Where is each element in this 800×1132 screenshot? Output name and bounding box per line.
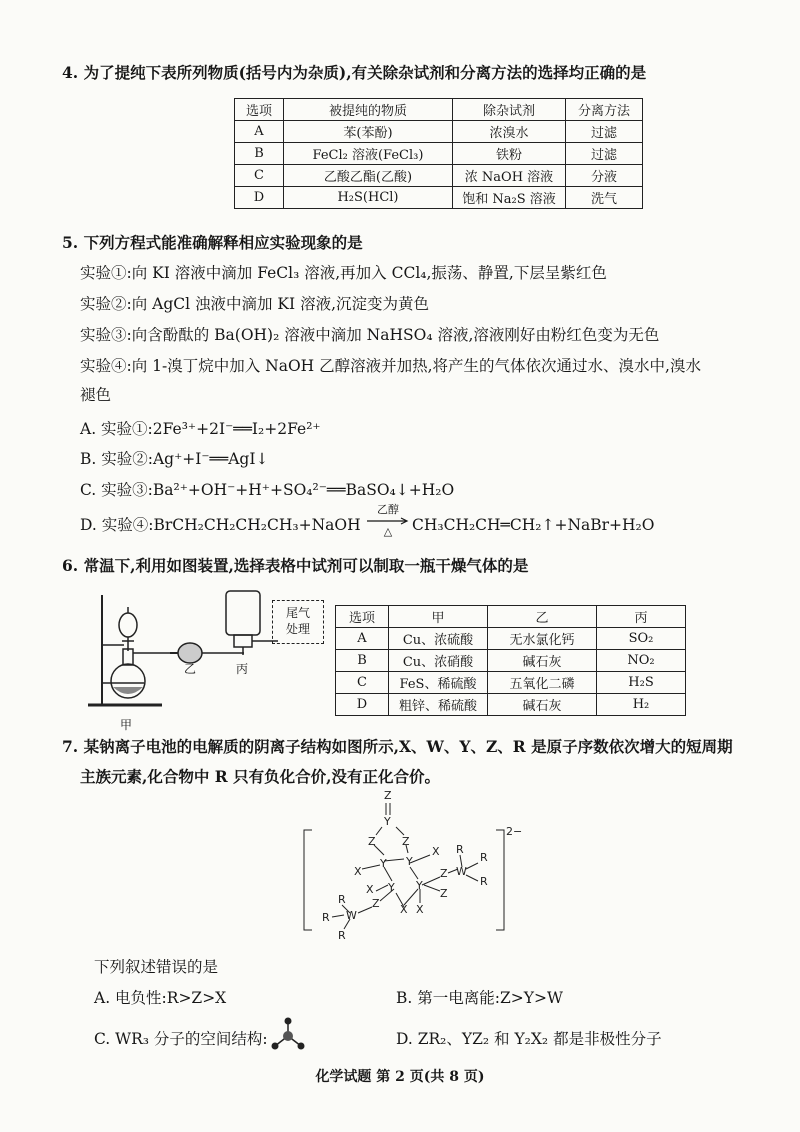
table-header-cell: 被提纯的物质 <box>284 99 453 121</box>
table-cell: A <box>336 628 389 650</box>
table-row <box>235 143 643 165</box>
table-row <box>336 694 686 716</box>
table-cell: NO₂ <box>597 650 686 672</box>
table-cell: 过滤 <box>566 121 643 143</box>
q6-table <box>335 605 686 716</box>
apparatus-label-yi: 乙 <box>184 662 197 676</box>
table-header-cell: 分离方法 <box>566 99 643 121</box>
table-row <box>336 650 686 672</box>
q5-option-a: A. 实验①:2Fe³⁺+2I⁻══I₂+2Fe²⁺ <box>80 420 321 438</box>
table-cell: 浓 NaOH 溶液 <box>453 165 566 187</box>
page-footer: 化学试题 第 2 页(共 8 页) <box>315 1069 485 1085</box>
table-cell: 苯(苯酚) <box>284 121 453 143</box>
table-cell: H₂S(HCl) <box>284 187 453 209</box>
q5-option-d-right: CH₃CH₂CH═CH₂↑+NaBr+H₂O <box>412 516 655 534</box>
atom-label: Z <box>368 835 376 848</box>
reaction-condition-bottom: △ <box>383 525 393 538</box>
table-cell: 过滤 <box>566 143 643 165</box>
apparatus-label-bing: 丙 <box>236 662 249 676</box>
table-cell: C <box>336 672 389 694</box>
q5-option-c: C. 实验③:Ba²⁺+OH⁻+H⁺+SO₄²⁻══BaSO₄↓+H₂O <box>80 481 455 499</box>
table-cell: B <box>336 650 389 672</box>
table-cell: 无水氯化钙 <box>488 628 597 650</box>
table-cell: 饱和 Na₂S 溶液 <box>453 187 566 209</box>
atom-label: R <box>338 893 346 906</box>
q5-experiment-3: 实验③:向含酚酞的 Ba(OH)₂ 溶液中滴加 NaHSO₄ 溶液,溶液刚好由粉红色变为无色 <box>80 326 660 344</box>
table-cell: 洗气 <box>566 187 643 209</box>
atom-label: Z <box>384 789 392 802</box>
q6-stem: 6. 常温下,利用如图装置,选择表格中试剂可以制取一瓶干燥气体的是 <box>62 556 529 575</box>
table-cell: 浓溴水 <box>453 121 566 143</box>
atom-label: R <box>480 851 488 864</box>
atom-label: Y <box>416 879 423 892</box>
q5-experiment-4: 实验④:向 1-溴丁烷中加入 NaOH 乙醇溶液并加热,将产生的气体依次通过水、溴水中,溴水 <box>80 357 701 375</box>
q4-table <box>234 98 643 209</box>
q7-option-d: D. ZR₂、YZ₂ 和 Y₂X₂ 都是非极性分子 <box>396 1030 662 1048</box>
table-header-cell: 甲 <box>389 606 488 628</box>
table-cell: 五氧化二磷 <box>488 672 597 694</box>
trigonal-planar-molecule-icon <box>268 1016 308 1056</box>
atom-label: Z <box>372 897 380 910</box>
table-header-cell: 丙 <box>597 606 686 628</box>
anion-charge: 2− <box>506 825 523 838</box>
q5-experiment-4-cont: 褪色 <box>80 386 112 404</box>
q5-option-b: B. 实验②:Ag⁺+I⁻══AgI↓ <box>80 450 269 468</box>
table-header-row <box>235 99 643 121</box>
table-cell: FeCl₂ 溶液(FeCl₃) <box>284 143 453 165</box>
atom-label: Y <box>380 857 387 870</box>
table-cell: 分液 <box>566 165 643 187</box>
table-cell: 铁粉 <box>453 143 566 165</box>
q7-stem-line-2: 主族元素,化合物中 R 只有负化合价,没有正化合价。 <box>80 767 440 786</box>
table-cell: Cu、浓硫酸 <box>389 628 488 650</box>
q5-experiment-2: 实验②:向 AgCl 浊液中滴加 KI 溶液,沉淀变为黄色 <box>80 295 429 313</box>
table-row <box>235 187 643 209</box>
table-cell: Cu、浓硝酸 <box>389 650 488 672</box>
table-cell: A <box>235 121 284 143</box>
atom-label: Y <box>388 881 395 894</box>
atom-label: X <box>354 865 362 878</box>
q4-stem: 4. 为了提纯下表所列物质(括号内为杂质),有关除杂试剂和分离方法的选择均正确的是 <box>62 63 647 82</box>
atom-label: Z <box>402 835 410 848</box>
table-cell: H₂ <box>597 694 686 716</box>
reaction-condition-top: 乙醇 <box>377 503 399 516</box>
table-header-cell: 选项 <box>336 606 389 628</box>
anion-structure-diagram <box>300 785 530 945</box>
atom-label: R <box>456 843 464 856</box>
q7-prompt: 下列叙述错误的是 <box>94 958 219 976</box>
table-cell: 碱石灰 <box>488 650 597 672</box>
table-header-cell: 乙 <box>488 606 597 628</box>
atom-label: R <box>338 929 346 942</box>
atom-label: X <box>400 903 408 916</box>
table-cell: 碱石灰 <box>488 694 597 716</box>
table-cell: D <box>235 187 284 209</box>
q7-stem-line-1: 7. 某钠离子电池的电解质的阴离子结构如图所示,X、W、Y、Z、R 是原子序数依次增大的短周期 <box>62 737 733 756</box>
table-row <box>336 672 686 694</box>
q7-option-c: C. WR₃ 分子的空间结构: <box>94 1030 268 1048</box>
q5-experiment-1: 实验①:向 KI 溶液中滴加 FeCl₃ 溶液,再加入 CCl₄,振荡、静置,下层呈紫红色 <box>80 264 607 282</box>
atom-label: W <box>456 865 467 878</box>
q5-stem: 5. 下列方程式能准确解释相应实验现象的是 <box>62 233 363 252</box>
atom-label: X <box>432 845 440 858</box>
tail-gas-box <box>272 600 324 644</box>
table-cell: C <box>235 165 284 187</box>
table-header-cell: 选项 <box>235 99 284 121</box>
table-cell: FeS、稀硫酸 <box>389 672 488 694</box>
table-cell: B <box>235 143 284 165</box>
atom-label: Y <box>406 855 413 868</box>
q7-option-a: A. 电负性:R>Z>X <box>94 989 227 1007</box>
table-cell: SO₂ <box>597 628 686 650</box>
table-cell: H₂S <box>597 672 686 694</box>
table-cell: D <box>336 694 389 716</box>
q7-option-b: B. 第一电离能:Z>Y>W <box>396 989 563 1007</box>
atom-label: X <box>416 903 424 916</box>
table-header-row <box>336 606 686 628</box>
table-row <box>336 628 686 650</box>
atom-label: X <box>366 883 374 896</box>
q5-option-d-left: D. 实验④:BrCH₂CH₂CH₂CH₃+NaOH <box>80 516 361 534</box>
tail-gas-label-1: 尾气 <box>285 606 310 620</box>
atom-label: R <box>480 875 488 888</box>
atom-label: Z <box>440 867 448 880</box>
table-header-cell: 除杂试剂 <box>453 99 566 121</box>
table-cell: 乙酸乙酯(乙酸) <box>284 165 453 187</box>
atom-label: W <box>346 909 357 922</box>
atom-label: R <box>322 911 330 924</box>
atom-label: Z <box>440 887 448 900</box>
round-bottom-flask-icon <box>111 649 145 698</box>
atom-label: Y <box>384 815 391 828</box>
table-cell: 粗锌、稀硫酸 <box>389 694 488 716</box>
table-row <box>235 165 643 187</box>
reaction-arrow-icon <box>366 517 410 525</box>
apparatus-label-jia: 甲 <box>120 718 133 732</box>
gas-bottle-icon <box>226 591 278 655</box>
table-row <box>235 121 643 143</box>
tail-gas-label-2: 处理 <box>285 622 310 636</box>
